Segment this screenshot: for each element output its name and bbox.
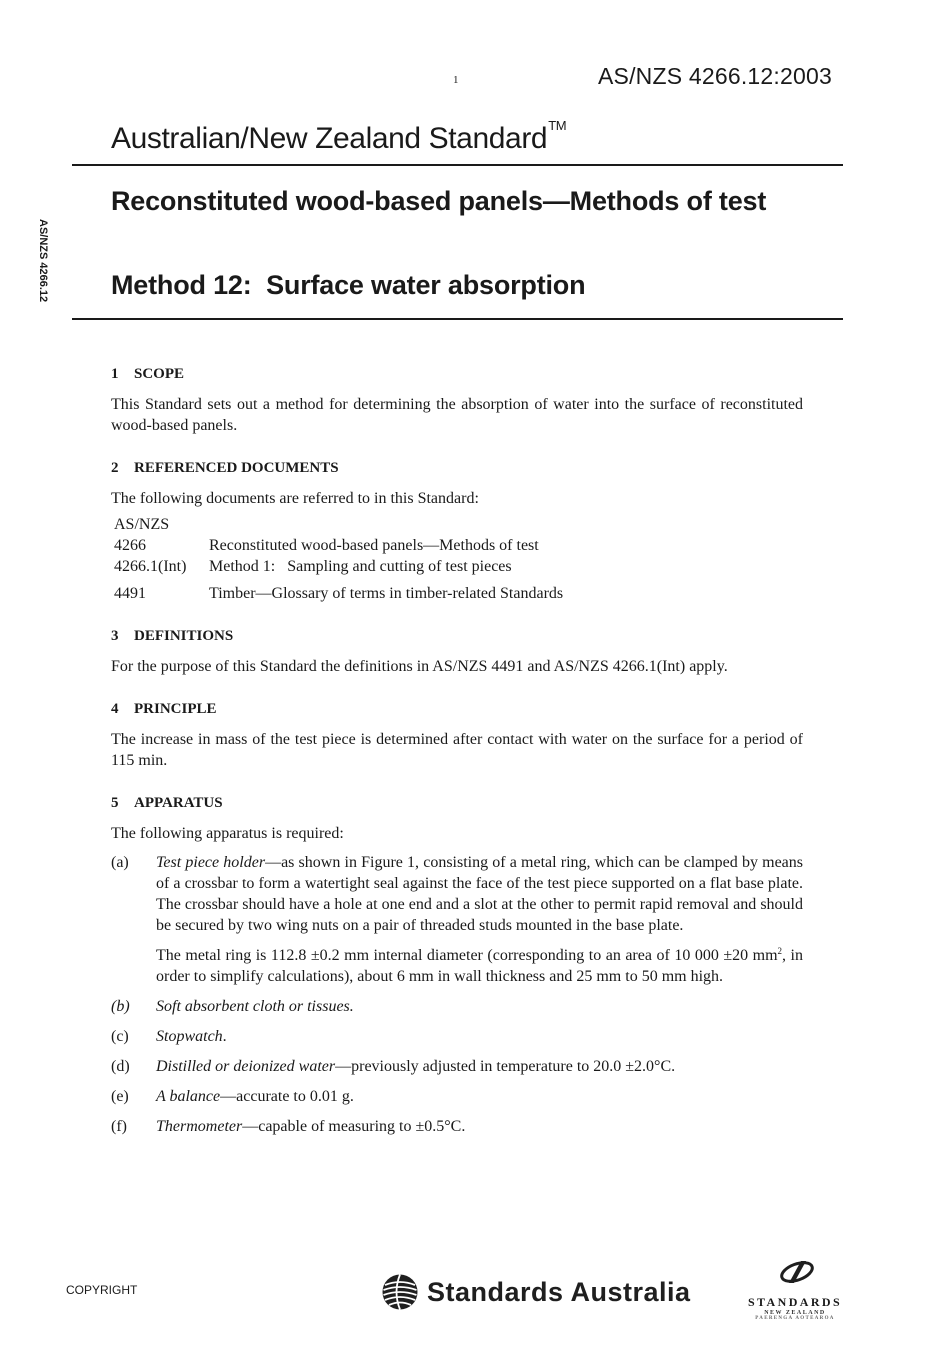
reference-code: 4266 bbox=[114, 537, 146, 554]
item-description: —as shown in Figure 1, consisting of a metal ring, which can be clamped by means of a crossbar to form a watertight seal against the face of the test piece supported on a flat base plate. The crossbar should have a hole at one end and a slot at the other to permit rapid removal and should be secured by two wing nuts on a pair of threaded studs mounted in the base plate. bbox=[156, 854, 803, 934]
section-number: 2 bbox=[111, 460, 119, 476]
bottom-divider bbox=[72, 318, 843, 320]
apparatus-item bbox=[111, 1026, 803, 1047]
standard-title bbox=[111, 118, 566, 156]
item-label: (f) bbox=[111, 1118, 127, 1135]
section-number: 3 bbox=[111, 628, 119, 644]
apparatus-item bbox=[111, 1086, 803, 1107]
reference-title: Timber—Glossary of terms in timber-related Standards bbox=[209, 585, 564, 602]
item-text bbox=[156, 1086, 803, 1107]
top-divider bbox=[72, 164, 843, 166]
item-term: A balance bbox=[156, 1088, 221, 1105]
apparatus-list bbox=[111, 852, 803, 1137]
snz-wordmark: STANDARDS bbox=[747, 1295, 843, 1309]
section-heading-text: APPARATUS bbox=[134, 795, 223, 811]
section-heading bbox=[111, 364, 803, 385]
standards-new-zealand-logo bbox=[735, 1258, 855, 1321]
document-body bbox=[111, 364, 803, 1137]
reference-item bbox=[114, 535, 803, 556]
section-apparatus bbox=[111, 793, 803, 1137]
reference-title: Reconstituted wood-based panels—Methods of test bbox=[209, 537, 539, 554]
item-text bbox=[156, 996, 803, 1017]
section-number: 4 bbox=[111, 701, 119, 717]
document-id: AS/NZS 4266.12:2003 bbox=[598, 63, 832, 89]
item-term: Soft absorbent cloth or tissues bbox=[156, 998, 350, 1015]
section-heading bbox=[111, 626, 803, 647]
section-heading-text: PRINCIPLE bbox=[134, 701, 217, 717]
item-term: Distilled or deionized water bbox=[156, 1058, 336, 1075]
item-term: Test piece holder bbox=[156, 854, 266, 871]
standard-title-text: Australian/New Zealand Standard bbox=[111, 122, 548, 155]
section-heading bbox=[111, 699, 803, 720]
item-label: (b) bbox=[111, 998, 130, 1015]
standards-australia-logo bbox=[381, 1273, 691, 1311]
item-text bbox=[156, 1116, 803, 1137]
copyright-notice: COPYRIGHT bbox=[66, 1283, 138, 1297]
item-description: , in order to simplify calculations), about 6 mm in wall thickness and 25 mm to 50 mm high. bbox=[156, 947, 804, 985]
section-referenced-documents bbox=[111, 458, 803, 604]
snz-subtitle: NEW ZEALAND bbox=[764, 1310, 826, 1316]
item-description: —previously adjusted in temperature to 20.0 ±2.0°C. bbox=[335, 1058, 676, 1075]
item-description: —capable of measuring to ±0.5°C. bbox=[242, 1118, 466, 1135]
side-label: AS/NZS 4266.12 bbox=[37, 219, 49, 303]
item-label: (c) bbox=[111, 1028, 129, 1045]
section-heading bbox=[111, 458, 803, 479]
item-label: (e) bbox=[111, 1088, 129, 1105]
section-heading bbox=[111, 793, 803, 814]
section-text: For the purpose of this Standard the definitions in AS/NZS 4491 and AS/NZS 4266.1(Int) apply. bbox=[111, 658, 728, 675]
section-heading-text: DEFINITIONS bbox=[134, 628, 234, 644]
document-title: Reconstituted wood-based panels—Methods of test bbox=[111, 186, 767, 216]
section-scope bbox=[111, 364, 803, 436]
standards-australia-wordmark: Standards Australia bbox=[427, 1276, 691, 1307]
reference-item bbox=[114, 583, 803, 604]
reference-code: 4491 bbox=[114, 585, 146, 602]
section-text: The following apparatus is required: bbox=[111, 825, 344, 842]
method-title: Method 12: Surface water absorption bbox=[111, 270, 586, 300]
section-text: This Standard sets out a method for determining the absorption of water into the surface of reconstituted wood-based panels. bbox=[111, 396, 803, 434]
item-description: —accurate to 0.01 g. bbox=[220, 1088, 354, 1105]
apparatus-item bbox=[111, 852, 803, 987]
snz-emblem-icon bbox=[735, 1258, 855, 1288]
reference-code: 4266.1(Int) bbox=[114, 558, 187, 575]
superscript: 2 bbox=[777, 946, 783, 956]
item-description: The metal ring is 112.8 ±0.2 mm internal diameter (corresponding to an area of 10 000 ±20 mm bbox=[156, 947, 778, 964]
item-label: (d) bbox=[111, 1058, 130, 1075]
apparatus-item bbox=[111, 1116, 803, 1137]
apparatus-item bbox=[111, 996, 803, 1017]
section-heading-text: SCOPE bbox=[134, 366, 185, 382]
reference-title: Method 1: Sampling and cutting of test pieces bbox=[209, 558, 512, 575]
section-number: 1 bbox=[111, 366, 119, 382]
item-term: Thermometer bbox=[156, 1118, 243, 1135]
section-text: The following documents are referred to in this Standard: bbox=[111, 490, 479, 507]
reference-list bbox=[114, 514, 803, 604]
section-number: 5 bbox=[111, 795, 119, 811]
item-label: (a) bbox=[111, 854, 129, 871]
item-description: . bbox=[349, 998, 354, 1015]
item-text bbox=[156, 1056, 803, 1077]
reference-group bbox=[114, 514, 803, 535]
item-term: Stopwatch bbox=[156, 1028, 223, 1045]
reference-item bbox=[114, 556, 803, 577]
section-principle bbox=[111, 699, 803, 771]
section-text: The increase in mass of the test piece is determined after contact with water on the surface for a period of 115 min. bbox=[111, 731, 803, 769]
item-description: . bbox=[222, 1028, 227, 1045]
reference-group-label: AS/NZS bbox=[114, 516, 170, 533]
trademark-mark: TM bbox=[548, 118, 567, 133]
item-text bbox=[156, 852, 803, 987]
globe-icon bbox=[381, 1273, 419, 1311]
section-definitions bbox=[111, 626, 803, 677]
snz-maori-subtitle: PAERENGA AOTEAROA bbox=[755, 1316, 835, 1321]
apparatus-item bbox=[111, 1056, 803, 1077]
item-text bbox=[156, 1026, 803, 1047]
section-heading-text: REFERENCED DOCUMENTS bbox=[134, 460, 339, 476]
page-number: 1 bbox=[453, 74, 459, 86]
